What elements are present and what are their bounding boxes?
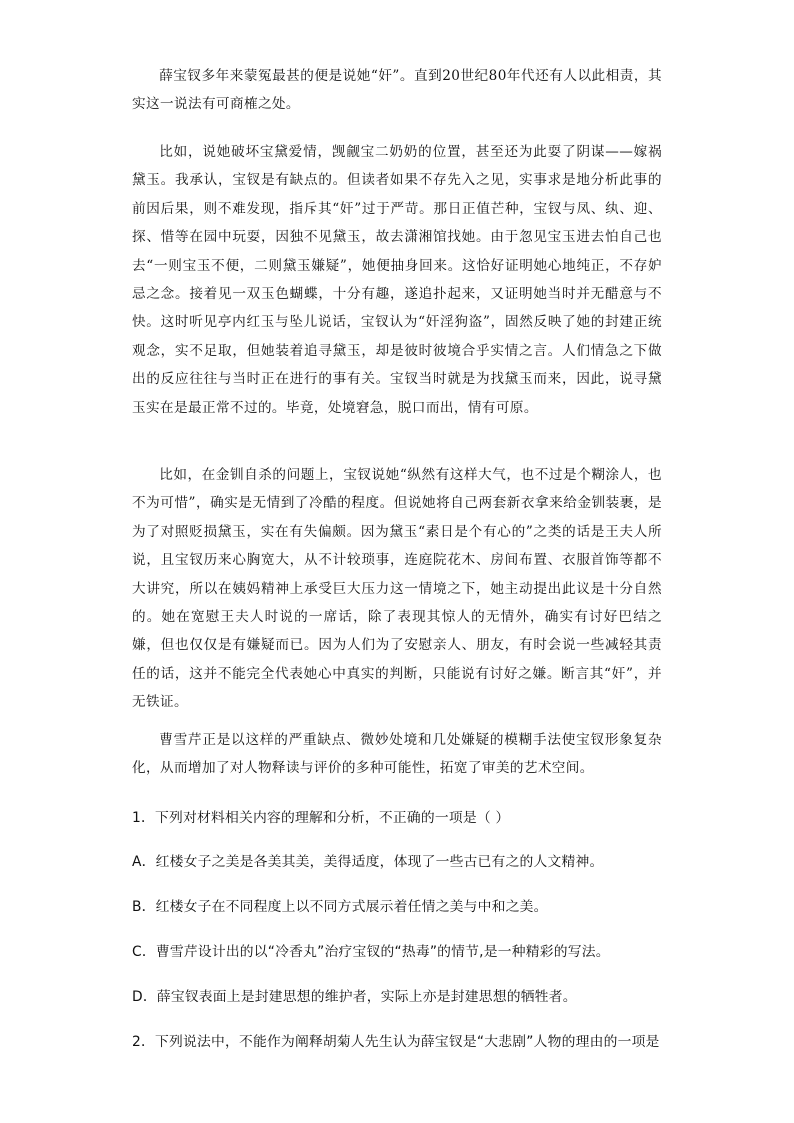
paragraph-4: 曹雪芹正是以这样的严重缺点、微妙处境和几处嫌疑的模糊手法使宝钗形象复杂化，从而增加了对人物释读与评价的多种可能性，拓宽了审美的艺术空间。 [132,732,662,777]
paragraph-2: 比如，说她破坏宝黛爱情，觊觎宝二奶奶的位置，甚至还为此耍了阴谋——嫁祸黛玉。我承认，宝钗是有缺点的。但读者如果不存先入之见，实事求是地分析此事的前因后果，则不难发现，指斥其“奸”过于严苛。那日正值芒种，宝钗与凤、纨、迎、探、惜等在园中玩耍，因独不见黛玉，故去潇湘馆找她。由于忽见宝玉进去怕自己也去“一则宝玉不便，二则黛玉嫌疑”，她便抽身回来。这恰好证明她心地纯正，不存妒忌之念。接着见一双玉色蝴蝶，十分有趣，遂追扑起来，又证明她当时并无醋意与不快。这时听见亭内红玉与坠儿说话，宝钗认为“奸淫狗盗”，固然反映了她的封建正统观念，实不足取，但她装着追寻黛玉，却是彼时彼境合乎实情之言。人们情急之下做出的反应往往与当时正在进行的事有关。宝钗当时就是为找黛玉而来，因此，说寻黛玉实在是最正常不过的。毕竟，处境窘急，脱口而出，情有可原。 [132,144,662,416]
option-a: A．红楼女子之美是各美其美，美得适度，体现了一些古已有之的人文精神。 [132,854,604,870]
option-c: C．曹雪芹设计出的以“冷香丸”治疗宝钗的“热毒”的情节,是一种精彩的写法。 [132,944,610,960]
paragraph-3: 比如，在金钏自杀的问题上，宝钗说她“纵然有这样大气，也不过是个糊涂人，也不为可惜”，确实是无情到了冷酷的程度。但说她将自己两套新衣拿来给金钏装裹，是为了对照贬损黛玉，实在有失偏颇。因为黛玉“素日是个有心的”之类的话是王夫人所说，且宝钗历来心胸宽大，从不计较琐事，连庭院花木、房间布置、衣服首饰等都不大讲究，所以在姨妈精神上承受巨大压力这一情境之下，她主动提出此议是十分自然的。她在宽慰王夫人时说的一席话，除了表现其惊人的无情外，确实有讨好巴结之嫌，但也仅仅是有嫌疑而已。因为人们为了安慰亲人、朋友，有时会说一些减轻其责任的话，这并不能完全代表她心中真实的判断，只能说有讨好之嫌。断言其“奸”，并无铁证。 [132,467,662,711]
option-d: D．薛宝钗表面上是封建思想的维护者，实际上亦是封建思想的牺牲者。 [132,989,577,1005]
option-b: B．红楼女子在不同程度上以不同方式展示着任情之美与中和之美。 [132,899,548,915]
question-2: 2．下列说法中，不能作为阐释胡菊人先生认为薛宝钗是“大悲剧”人物的理由的一项是 [132,1034,660,1050]
question-1: 1．下列对材料相关内容的理解和分析，不正确的一项是（ ） [132,810,510,826]
paragraph-1: 薛宝钗多年来蒙冤最甚的便是说她“奸”。直到20世纪80年代还有人以此相责，其实这一说法有可商榷之处。 [132,68,662,113]
